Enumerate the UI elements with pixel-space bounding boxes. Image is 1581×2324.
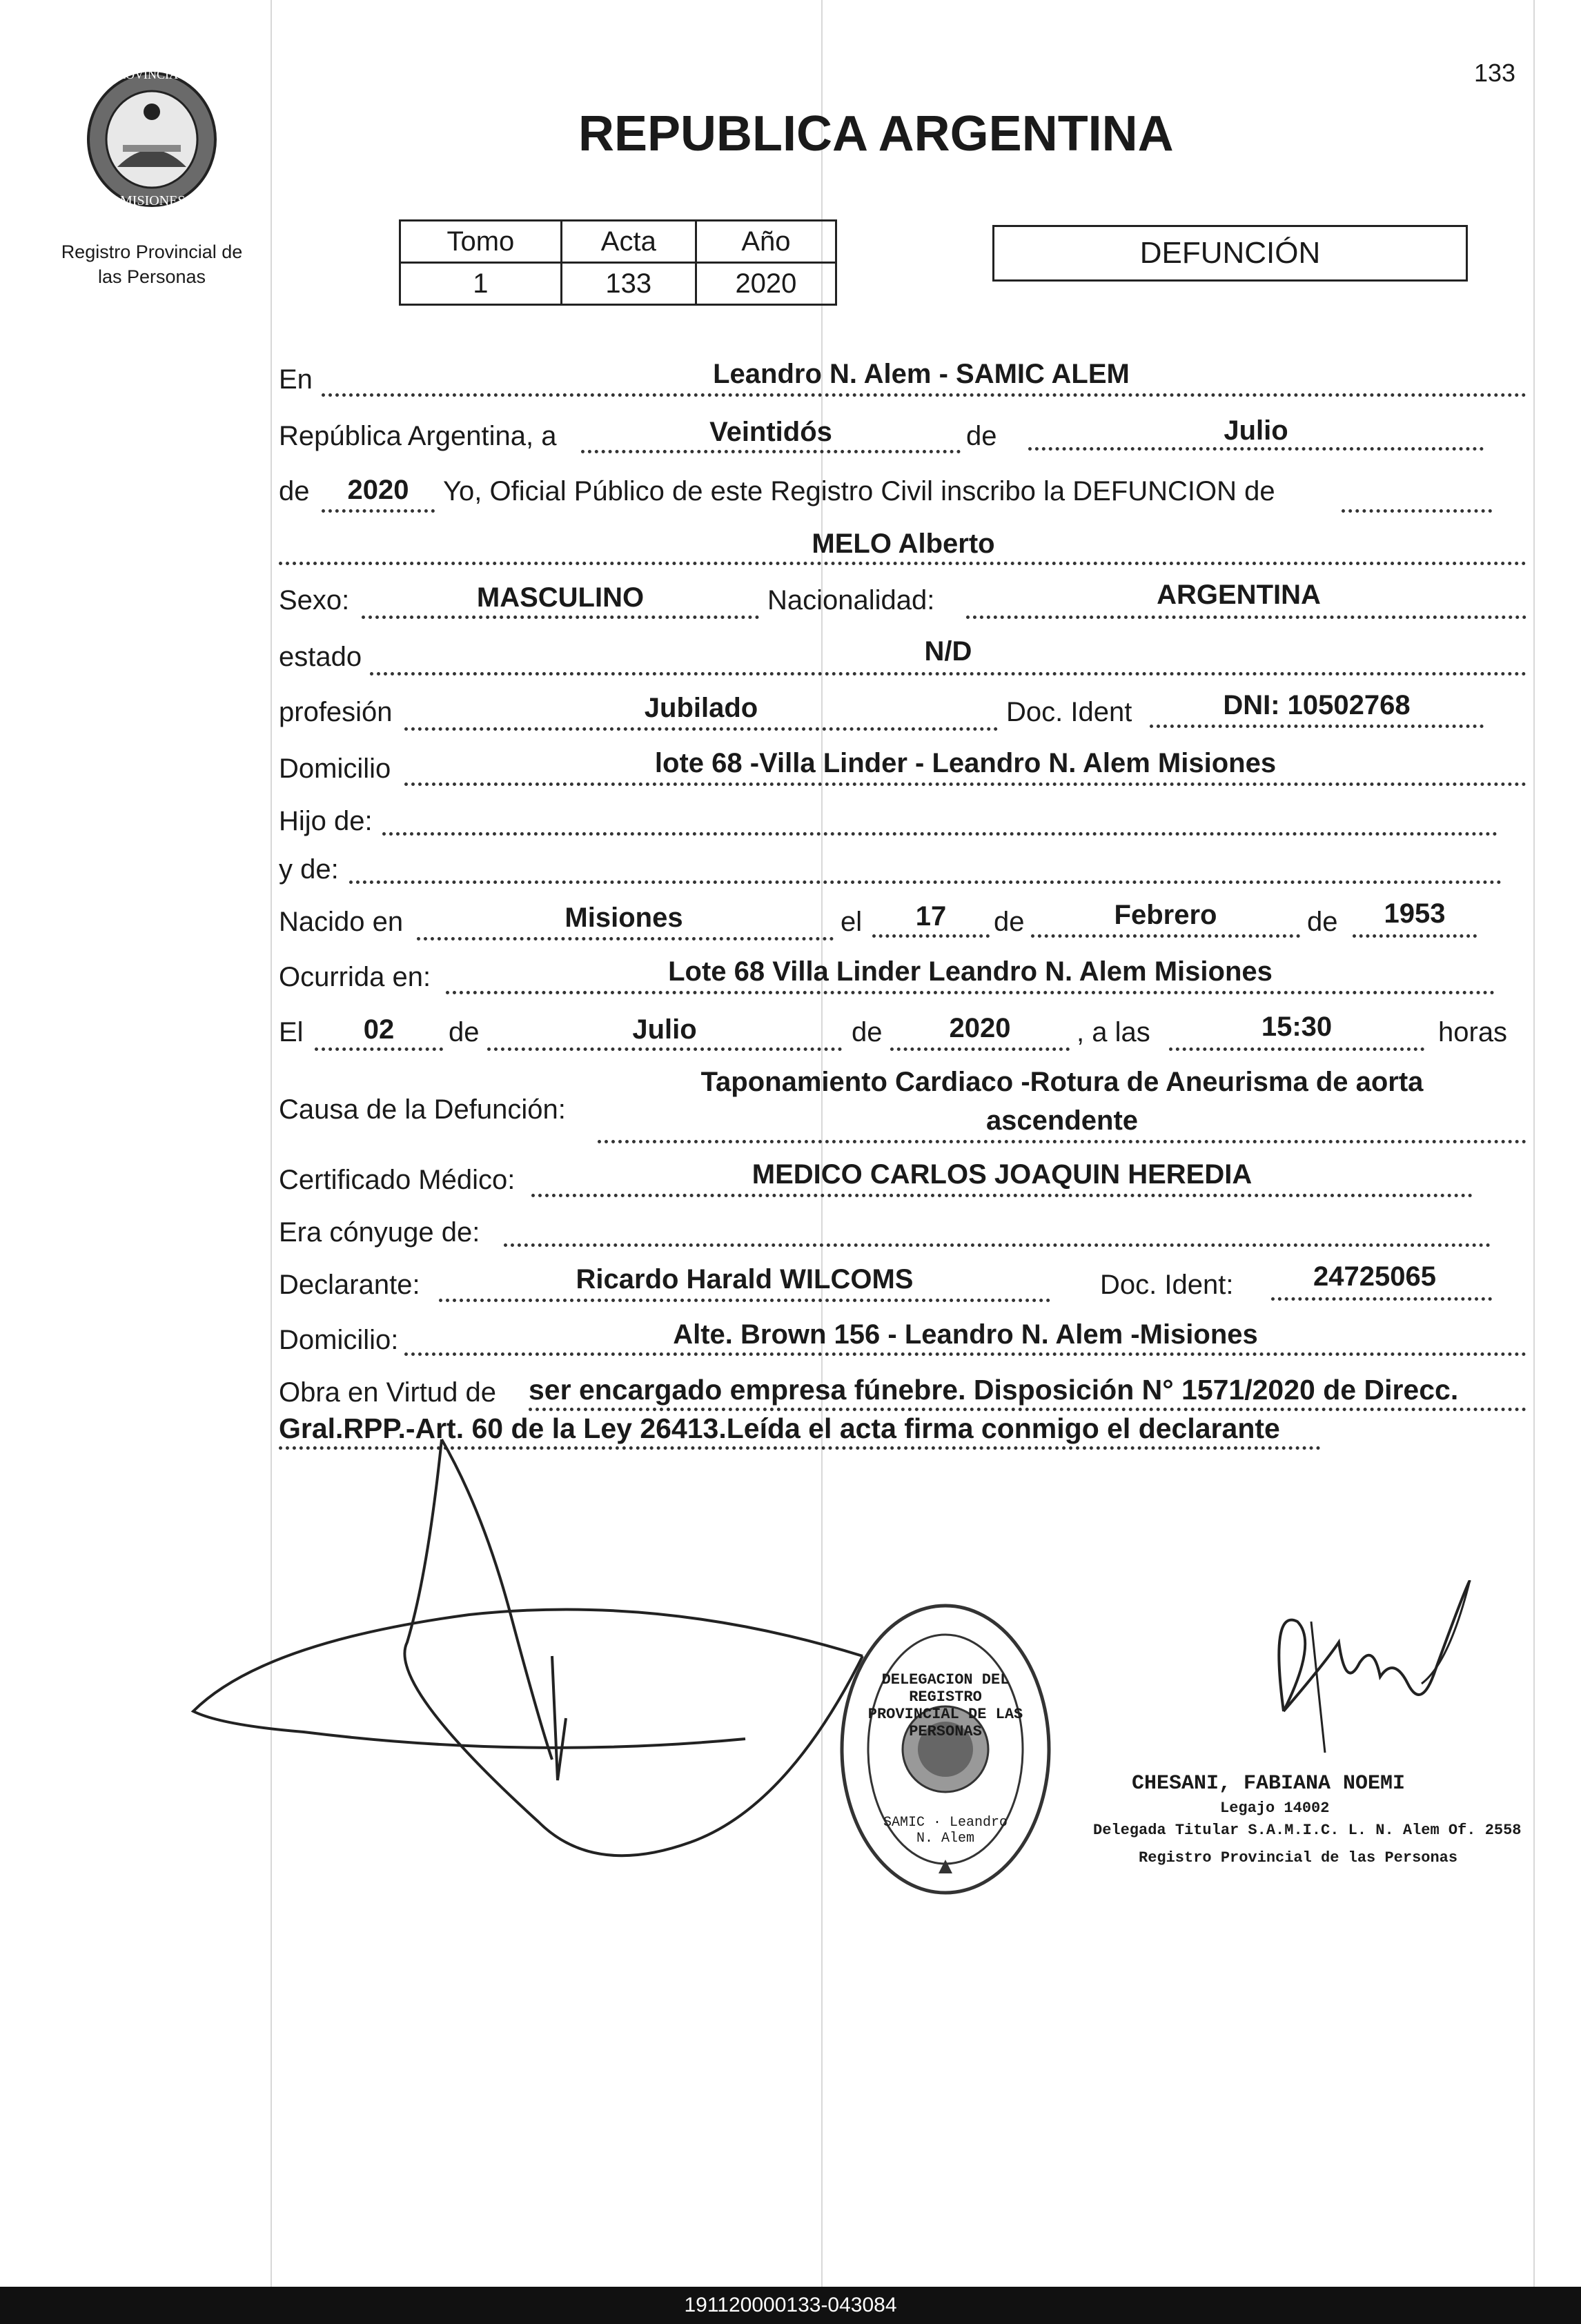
death-time: 15:30 [1261, 1012, 1333, 1042]
record-table [399, 219, 837, 306]
declarant-signature [179, 1435, 870, 1863]
deceased-line [279, 562, 1526, 565]
causa-label: Causa de la Defunción: [279, 1094, 566, 1125]
header-acta: Acta [561, 221, 696, 263]
birth-year-line [1353, 934, 1477, 938]
year-line [322, 509, 435, 513]
de-label-3: de [1307, 907, 1338, 937]
death-time-line [1169, 1047, 1424, 1051]
registry-label-line2: las Personas [97, 266, 206, 287]
official-signature [1242, 1580, 1504, 1760]
emblem-text-bottom: MISIONES [120, 193, 186, 208]
declarante-domicilio-line [404, 1352, 1526, 1356]
month-line [1028, 447, 1484, 451]
doc-ident-line [1150, 725, 1484, 728]
page-title: REPUBLICA ARGENTINA [578, 106, 1174, 161]
profesion-value: Jubilado [644, 693, 758, 723]
day-line [581, 450, 961, 453]
declarante-label: Declarante: [279, 1270, 420, 1300]
birth-month: Febrero [1114, 900, 1217, 930]
yo-line [1342, 509, 1492, 513]
doc-ident-label: Doc. Ident [1006, 697, 1132, 727]
birth-day: 17 [915, 901, 947, 932]
ocurrida-label: Ocurrida en: [279, 962, 431, 992]
domicilio-label-2: Domicilio: [279, 1325, 399, 1355]
el-label: el [841, 907, 863, 937]
stamp-ring-text: DELEGACION DEL REGISTRO PROVINCIAL DE LAS PERSONAS [867, 1671, 1023, 1740]
value-acta: 133 [561, 263, 696, 305]
obra-underline-1 [529, 1408, 1526, 1411]
month-value: Julio [1224, 415, 1288, 446]
day-words: Veintidós [709, 417, 832, 447]
domicilio-label: Domicilio [279, 754, 391, 784]
domicilio-value: lote 68 -Villa Linder - Leandro N. Alem Misiones [654, 748, 1277, 778]
record-type-box: DEFUNCIÓN [992, 225, 1468, 282]
conyuge-label: Era cónyuge de: [279, 1217, 480, 1248]
birth-year: 1953 [1384, 898, 1446, 929]
certificado-line [531, 1194, 1473, 1197]
fold-line-center [821, 0, 823, 2287]
official-stamp [835, 1594, 1056, 1904]
death-day: 02 [363, 1014, 395, 1045]
certificado-label: Certificado Médico: [279, 1165, 515, 1195]
value-tomo: 1 [400, 263, 562, 305]
header-tomo: Tomo [400, 221, 562, 263]
obra-label: Obra en Virtud de [279, 1377, 497, 1408]
death-month-line [487, 1047, 842, 1051]
en-value: Leandro N. Alem - SAMIC ALEM [713, 359, 1130, 389]
birth-day-line [872, 934, 990, 938]
deceased-name: MELO Alberto [812, 529, 995, 559]
el-label-2: El [279, 1017, 304, 1047]
domicilio-line [404, 782, 1526, 786]
en-line [322, 393, 1526, 397]
nacionalidad-value: ARGENTINA [1157, 580, 1321, 610]
page-number: 133 [1474, 59, 1516, 87]
causa-line1: Taponamiento Cardiaco -Rotura de Aneurisma de aorta [700, 1067, 1424, 1097]
profesion-label: profesión [279, 697, 393, 727]
nacionalidad-label: Nacionalidad: [767, 585, 935, 616]
year-value: 2020 [347, 475, 409, 505]
causa-line2: ascendente [985, 1105, 1139, 1136]
estado-line [370, 672, 1526, 676]
sexo-value: MASCULINO [476, 582, 645, 613]
horas-label: horas [1438, 1017, 1508, 1047]
fold-line-right [1533, 0, 1535, 2287]
official-registry: Registro Provincial de las Personas [1139, 1849, 1458, 1867]
footer-code: 191120000133-043084 [0, 2287, 1581, 2324]
hijo-label: Hijo de: [279, 806, 373, 836]
death-month: Julio [632, 1014, 697, 1045]
nacido-value: Misiones [564, 903, 683, 933]
sexo-line [362, 616, 759, 619]
fold-line-left [271, 0, 272, 2287]
conyuge-line [504, 1243, 1491, 1247]
nacionalidad-line [966, 616, 1526, 619]
value-anio: 2020 [696, 263, 836, 305]
death-year-line [890, 1047, 1070, 1051]
death-year: 2020 [949, 1013, 1011, 1043]
y-de-label: y de: [279, 854, 339, 885]
official-legajo: Legajo 14002 [1220, 1800, 1330, 1817]
province-emblem [69, 63, 235, 215]
republica-label: República Argentina, a [279, 421, 557, 451]
emblem-text-top: PROVINCIA DE [110, 68, 197, 81]
year-label: de [279, 476, 310, 506]
declarante-doc-line [1271, 1297, 1492, 1301]
stamp-inner-text: SAMIC · Leandro N. Alem [883, 1815, 1008, 1847]
ocurrida-value: Lote 68 Villa Linder Leandro N. Alem Misiones [668, 956, 1273, 987]
estado-label: estado [279, 642, 362, 672]
declarante-line [439, 1299, 1050, 1302]
obra-line2: Gral.RPP.-Art. 60 de la Ley 26413.Leída el acta firma conmigo el declarante [279, 1412, 1280, 1444]
official-name: CHESANI, FABIANA NOEMI [1132, 1772, 1406, 1795]
profesion-line [404, 727, 998, 731]
causa-line [598, 1140, 1526, 1143]
doc-ident-label-2: Doc. Ident: [1100, 1270, 1234, 1300]
registry-label-line1: Registro Provincial de [61, 242, 243, 262]
ocurrida-line [446, 991, 1495, 994]
de-label-2: de [994, 907, 1025, 937]
official-position: Delegada Titular S.A.M.I.C. L. N. Alem Of. 2558 [1093, 1822, 1522, 1839]
de-label-5: de [852, 1017, 883, 1047]
de-label: de [966, 421, 997, 451]
death-day-line [315, 1047, 443, 1051]
declarante-doc: 24725065 [1313, 1261, 1436, 1292]
birth-month-line [1031, 934, 1300, 938]
nacido-label: Nacido en [279, 907, 404, 937]
yo-text: Yo, Oficial Público de este Registro Civil inscribo la DEFUNCION de [443, 476, 1275, 506]
en-label: En [279, 364, 313, 395]
sexo-label: Sexo: [279, 585, 350, 616]
declarante-value: Ricardo Harald WILCOMS [576, 1264, 914, 1294]
nacido-line [417, 937, 834, 941]
a-las-label: , a las [1077, 1017, 1150, 1047]
header-anio: Año [696, 221, 836, 263]
y-de-line [349, 880, 1502, 884]
obra-line1: ser encargado empresa fúnebre. Disposición N° 1571/2020 de Direcc. [529, 1374, 1459, 1406]
estado-value: N/D [924, 636, 972, 667]
certificado-value: MEDICO CARLOS JOAQUIN HEREDIA [752, 1159, 1253, 1190]
doc-ident-value: DNI: 10502768 [1223, 690, 1411, 720]
hijo-line [382, 832, 1497, 836]
de-label-4: de [449, 1017, 480, 1047]
declarante-domicilio: Alte. Brown 156 - Leandro N. Alem -Misiones [673, 1319, 1258, 1350]
